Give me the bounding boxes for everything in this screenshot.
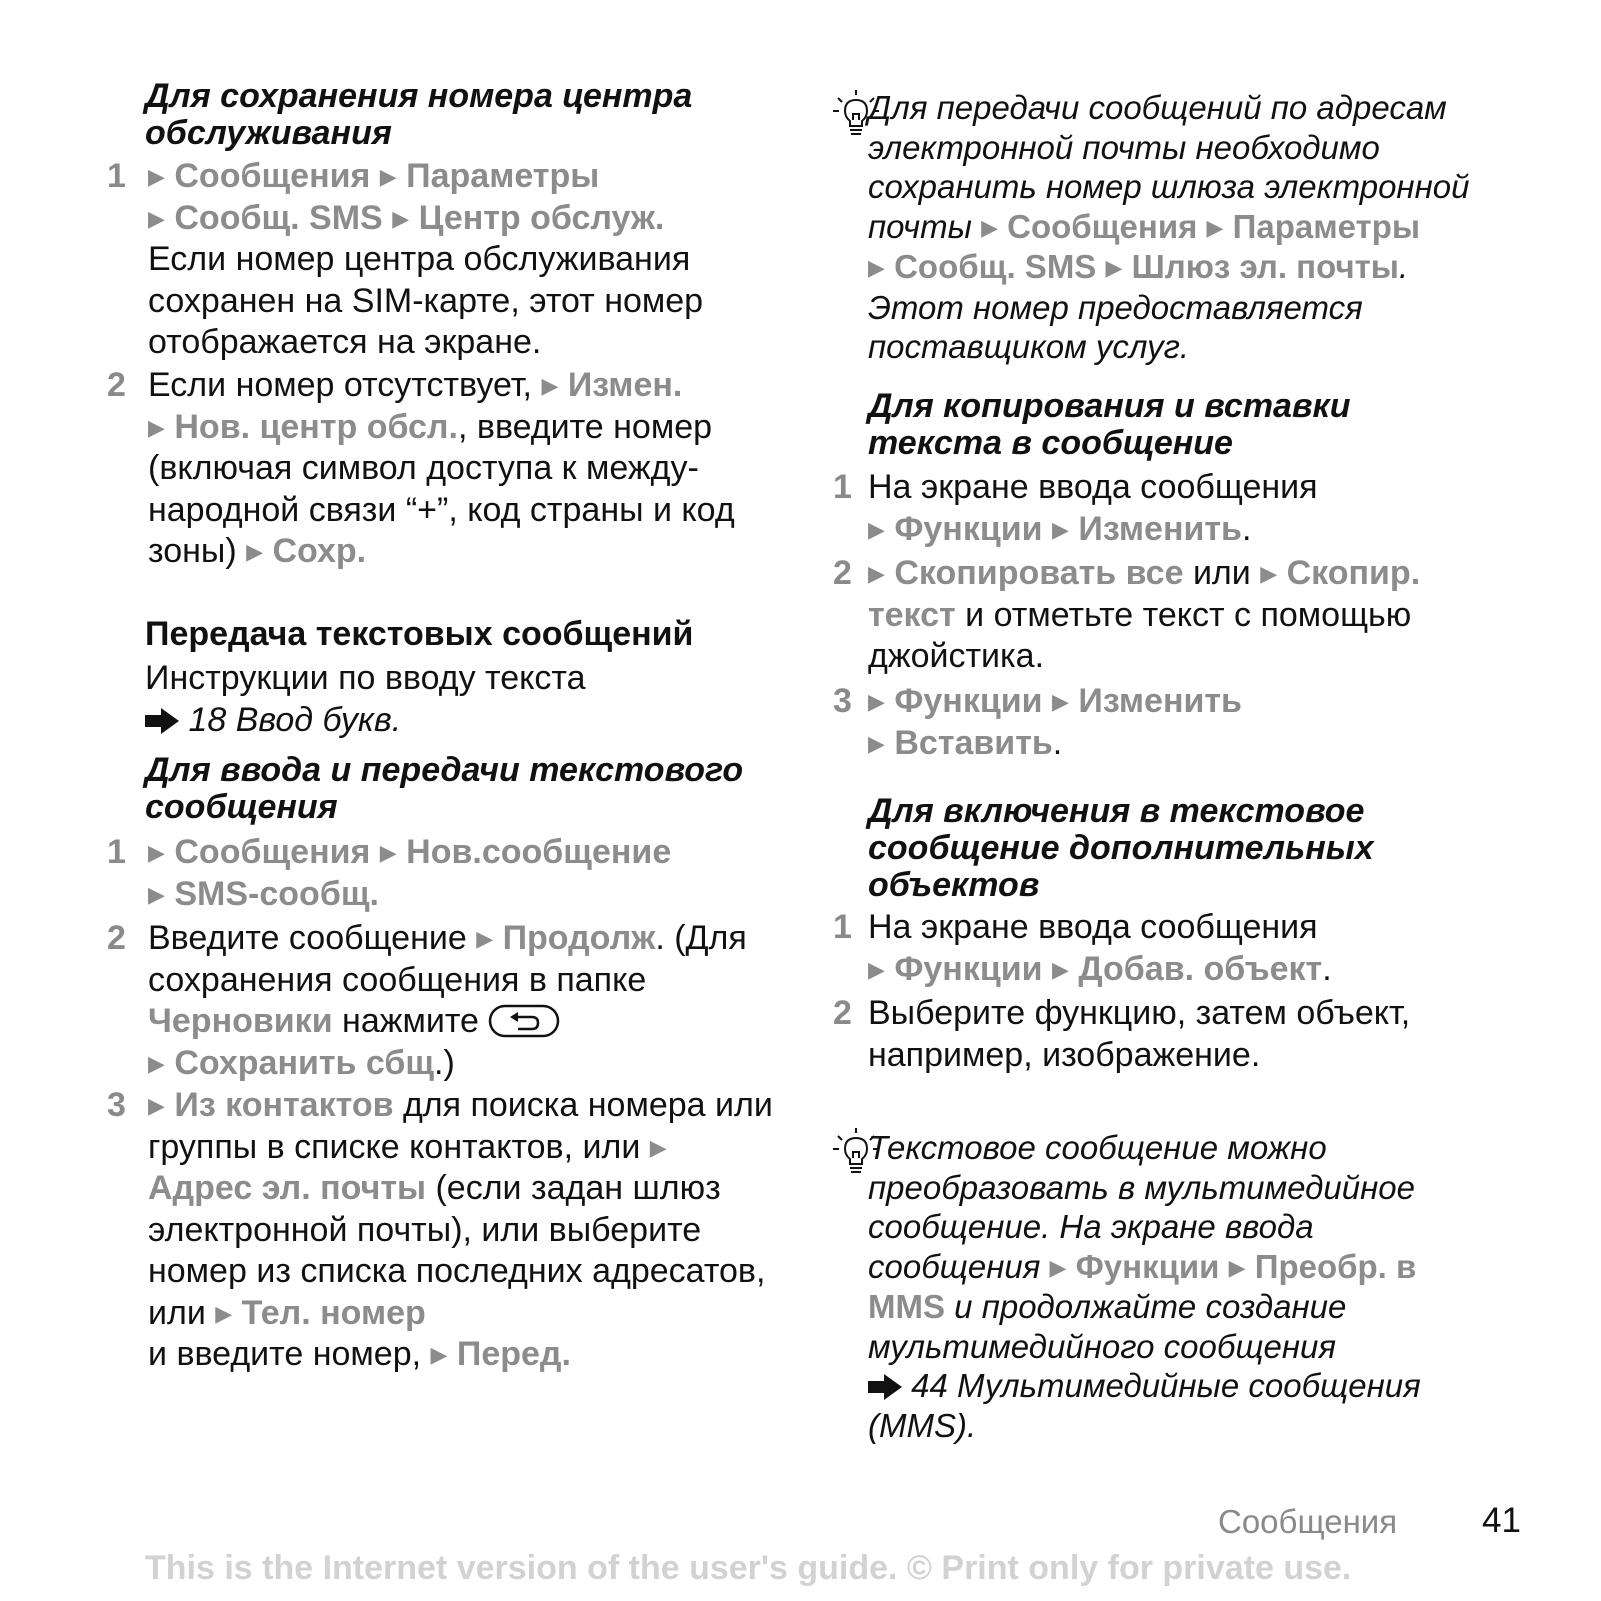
menu-item: Функции (894, 509, 1043, 548)
menu-item: Сообщения (1007, 207, 1198, 245)
menu-item: Параметры (1232, 207, 1421, 245)
tip-convert-mms (868, 1128, 1478, 1445)
menu-arrow-icon: ▶ (246, 539, 264, 564)
step-text: Если номер отсутствует, (148, 366, 532, 404)
step-text: . (1322, 949, 1332, 988)
section-heading-add-objects: Для включения в текстовое сообщение дополнительных объектов (868, 792, 1374, 904)
menu-arrow-icon: ▶ (148, 840, 165, 865)
step-text: Выберите функцию, затем объект, например, изображение. (868, 994, 1411, 1074)
step-number: 1 (833, 468, 852, 506)
step-text: Введите сообщение (148, 919, 467, 957)
menu-arrow-icon: ▶ (148, 881, 165, 907)
footer-section-title: Сообщения (1218, 1503, 1398, 1540)
watermark-note: This is the Internet version of the user's guide. © Print only for private use. (145, 1549, 1352, 1587)
step-text: .) (434, 1043, 455, 1082)
menu-arrow-icon: ▶ (148, 414, 165, 440)
menu-item: Измен. (567, 366, 683, 404)
menu-item: Параметры (406, 157, 600, 195)
step-text: На экране ввода сообщения (868, 468, 1318, 506)
menu-arrow-icon: ▶ (1052, 689, 1069, 714)
menu-arrow-icon: ▶ (868, 561, 885, 586)
menu-item: Центр обслуж. (418, 198, 665, 237)
cross-reference[interactable]: 18 Ввод букв. (188, 700, 402, 739)
step-number: 1 (833, 908, 852, 946)
menu-arrow-icon: ▶ (649, 1134, 667, 1160)
menu-item: Сохранить сбщ (174, 1043, 435, 1082)
menu-item: Изменить (1078, 682, 1242, 720)
folder-name: Черновики (148, 1002, 333, 1040)
section-heading-send-text: Передача текстовых сообщений (145, 615, 694, 653)
menu-item: Изменить (1078, 509, 1242, 548)
menu-arrow-icon: ▶ (1206, 214, 1224, 240)
step-text: Если номер центра обслуживания сохранен на SIM-карте, этот номер отображается на экране. (148, 240, 704, 361)
menu-arrow-icon: ▶ (868, 956, 885, 982)
menu-arrow-icon: ▶ (379, 164, 397, 189)
menu-arrow-icon: ▶ (981, 214, 998, 240)
menu-arrow-icon: ▶ (379, 840, 397, 865)
step-text: нажмите (342, 1002, 479, 1040)
menu-arrow-icon: ▶ (476, 926, 494, 951)
step-number: 2 (107, 366, 126, 404)
menu-arrow-icon: ▶ (430, 1342, 448, 1367)
menu-arrow-icon: ▶ (1049, 1254, 1067, 1280)
step-text: и введите номер, (148, 1335, 422, 1373)
menu-item: Из контактов (174, 1086, 394, 1124)
menu-item: Сообщ. SMS (174, 198, 383, 237)
menu-arrow-icon: ▶ (392, 205, 410, 231)
menu-arrow-icon: ▶ (1228, 1254, 1246, 1280)
menu-item: Нов.сообщение (406, 833, 672, 871)
menu-item: Сохр. (272, 532, 367, 570)
menu-item: Скопир. текст (868, 554, 1421, 634)
menu-arrow-icon: ▶ (868, 255, 885, 280)
intro-text: Инструкции по вводу текста (145, 659, 586, 697)
menu-item: Сообщ. SMS (894, 248, 1097, 285)
tip-email-gateway (868, 88, 1513, 367)
page-number: 41 (1482, 1501, 1521, 1540)
menu-item: Добав. объект (1078, 949, 1323, 988)
menu-arrow-icon: ▶ (1260, 561, 1278, 586)
step-text: (если задан шлюз электронной почты), или выберите номер из списка последних адресатов, или (148, 1169, 766, 1332)
tip-text: . Этот номер предоставляется поставщиком услуг. (868, 248, 1409, 365)
menu-item: Тел. номер (241, 1293, 426, 1332)
menu-arrow-icon: ▶ (1052, 956, 1069, 982)
step-text: . (1241, 509, 1252, 548)
menu-item: Функции (894, 682, 1043, 720)
menu-item: Функции (1075, 1247, 1220, 1285)
cross-reference-arrow-icon (145, 708, 179, 734)
tip-text: и продолжайте создание мультимедийного сообщения (868, 1288, 1347, 1365)
menu-item: Сообщения (174, 833, 371, 871)
step-number: 2 (833, 994, 852, 1032)
section-heading-save-center: Для сохранения номера центра обслуживания (145, 77, 693, 152)
cross-reference[interactable]: 44 Мультимедийные сообщения (MMS). (868, 1367, 1421, 1444)
step-text: На экране ввода сообщения (868, 908, 1318, 946)
menu-arrow-icon: ▶ (148, 1050, 165, 1076)
cross-reference-arrow-icon (868, 1374, 902, 1400)
step-number: 2 (107, 919, 126, 957)
send-text-intro (145, 658, 805, 741)
menu-arrow-icon: ▶ (868, 730, 885, 756)
step-number: 1 (107, 157, 126, 195)
menu-arrow-icon: ▶ (148, 205, 165, 231)
step-text: или (1192, 554, 1251, 592)
menu-item: SMS-сообщ. (174, 874, 379, 913)
step-text: и отметьте текст с помощью джойстика. (868, 595, 1412, 675)
menu-item: Скопировать все (894, 554, 1184, 592)
step-text: , введите номер (включая символ доступа к между-народной связи “+”, код страны и код зоны) (148, 407, 735, 570)
tip-text: Текстовое сообщение можно преобразовать в мультимедийное сообщение. На экране ввода сообщения (868, 1129, 1415, 1285)
section-heading-enter-send: Для ввода и передачи текстового сообщения (145, 751, 744, 826)
step-number: 3 (107, 1086, 126, 1124)
menu-item: Преобр. в MMS (868, 1247, 1417, 1325)
menu-item: Сообщения (174, 157, 371, 195)
menu-arrow-icon: ▶ (541, 373, 559, 398)
section-heading-copy-paste: Для копирования и вставки текста в сообщение (868, 387, 1351, 462)
menu-arrow-icon: ▶ (1052, 516, 1069, 542)
step-number: 2 (833, 554, 852, 592)
menu-arrow-icon: ▶ (868, 516, 885, 542)
menu-item: Функции (894, 949, 1043, 988)
menu-arrow-icon: ▶ (868, 689, 885, 714)
menu-item: Перед. (456, 1335, 571, 1373)
back-key-icon (488, 1004, 560, 1038)
menu-item: Вставить (894, 723, 1053, 762)
step-text: . (Для сохранения сообщения в папке (148, 919, 747, 999)
menu-arrow-icon: ▶ (1105, 255, 1123, 280)
menu-item: Шлюз эл. почты (1131, 248, 1399, 285)
step-number: 1 (107, 833, 126, 871)
step-text: для поиска номера или группы в списке контактов, или (148, 1086, 773, 1166)
menu-item: Продолж (502, 919, 656, 957)
step-number: 3 (833, 682, 852, 720)
menu-arrow-icon: ▶ (148, 164, 165, 189)
step-text: . (1052, 723, 1063, 762)
menu-item: Адрес эл. почты (148, 1169, 427, 1207)
tip-text: Для передачи сообщений по адресам электронной почты необходимо сохранить номер шлюза электронной почты (868, 89, 1470, 245)
menu-arrow-icon: ▶ (215, 1300, 233, 1326)
menu-arrow-icon: ▶ (148, 1093, 165, 1118)
menu-item: Нов. центр обсл. (174, 407, 458, 446)
